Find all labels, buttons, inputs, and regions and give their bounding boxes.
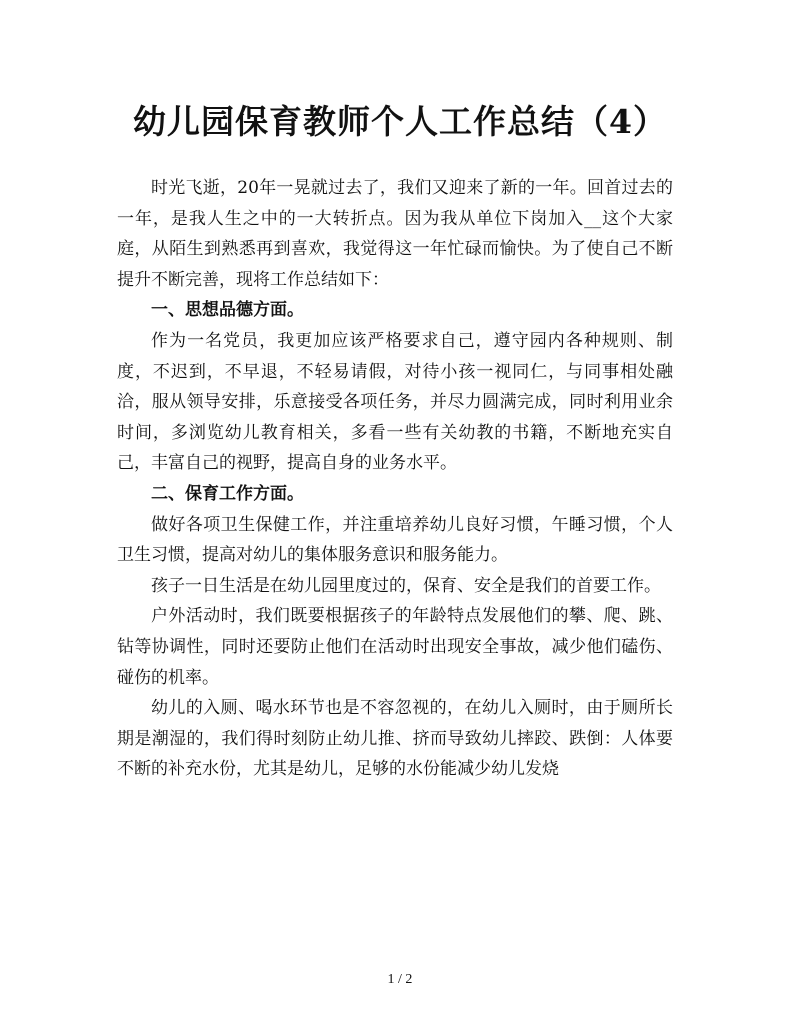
paragraph-toilet-water: 幼儿的入厕、喝水环节也是不容忽视的，在幼儿入厕时，由于厕所长期是潮湿的，我们得时刻防止幼儿推、挤而导致幼儿摔跤、跌倒：人体要不断的补充水份，尤其是幼儿，足够的水份能减少幼儿发烧 [117, 698, 673, 780]
page-number: 1 / 2 [387, 972, 413, 987]
document-body [117, 173, 673, 785]
section-heading-ideology: 一、思想品德方面。 [151, 300, 304, 321]
paragraph-hygiene: 做好各项卫生保健工作，并注重培养幼儿良好习惯，午睡习惯，个人卫生习惯，提高对幼儿的集体服务意识和服务能力。 [117, 514, 673, 566]
paragraph-intro: 时光飞逝，20年一晃就过去了，我们又迎来了新的一年。回首过去的一年，是我人生之中的一大转折点。因为我从单位下岗加入__这个大家庭，从陌生到熟悉再到喜欢，我觉得这一年忙碌而愉快。为了使自己不断提升不断完善，现将工作总结如下： [117, 178, 673, 290]
paragraph-daily-life: 孩子一日生活是在幼儿园里度过的，保育、安全是我们的首要工作。 [151, 575, 661, 596]
section-heading-childcare: 二、保育工作方面。 [151, 483, 304, 504]
document-title: 幼儿园保育教师个人工作总结（4） [133, 102, 667, 141]
paragraph-outdoor: 户外活动时，我们既要根据孩子的年龄特点发展他们的攀、爬、跳、钻等协调性，同时还要防止他们在活动时出现安全事故，减少他们磕伤、碰伤的机率。 [117, 606, 673, 688]
paragraph-ideology: 作为一名党员，我更加应该严格要求自己，遵守园内各种规则、制度，不迟到，不早退，不轻易请假，对待小孩一视同仁，与同事相处融洽，服从领导安排，乐意接受各项任务，并尽力圆满完成，同时利用业余时间，多浏览幼儿教育相关，多看一些有关幼教的书籍，不断地充实自己，丰富自己的视野，提高自身的业务水平。 [117, 330, 673, 474]
